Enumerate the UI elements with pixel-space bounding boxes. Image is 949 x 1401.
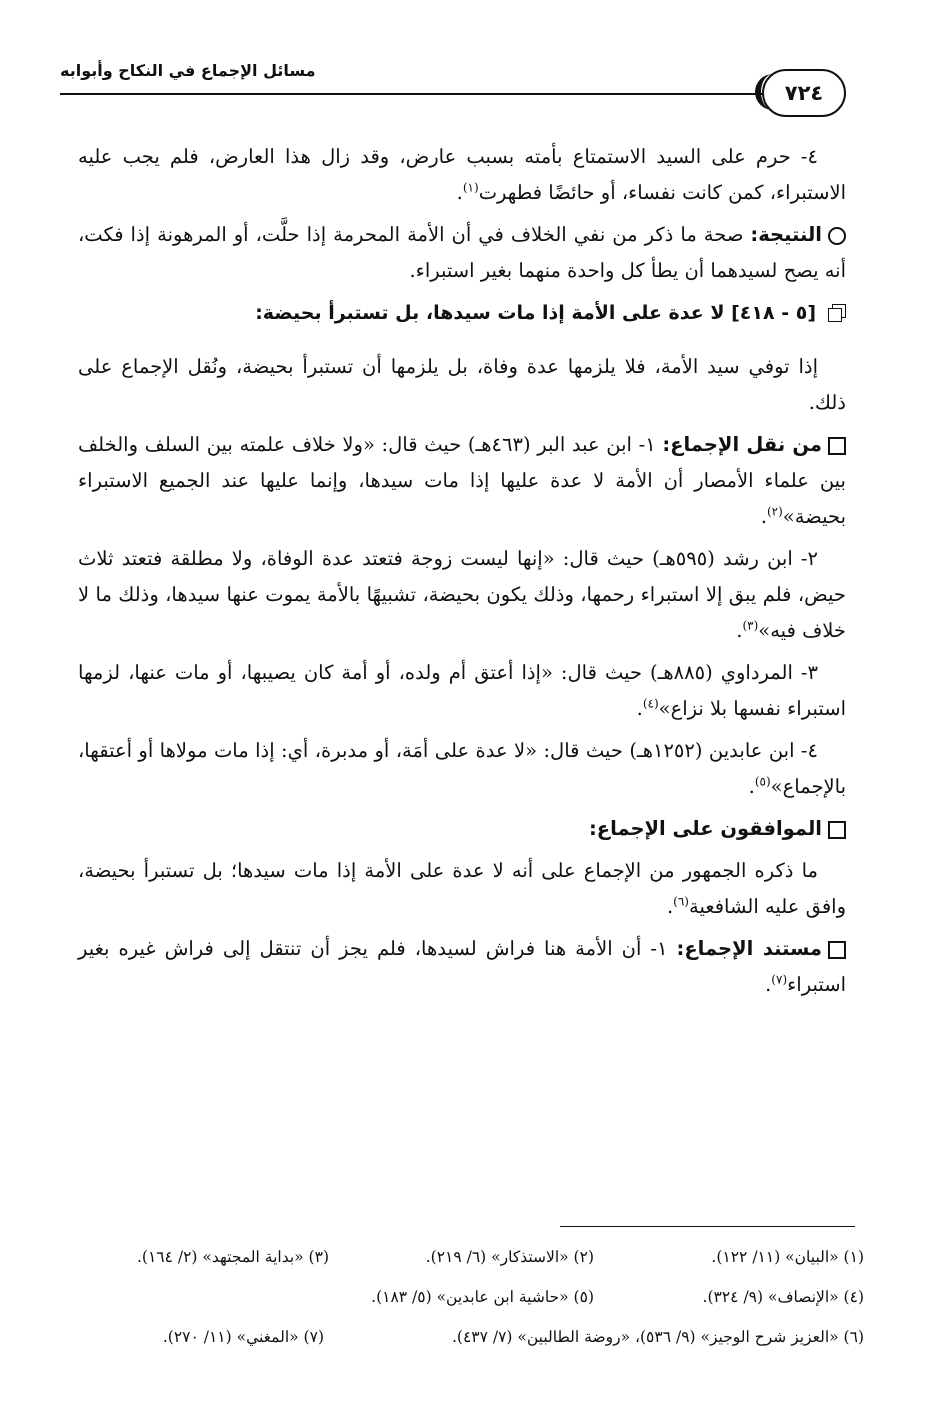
footnote-ref: (٤) — [642, 696, 659, 711]
transmitters-paragraph — [78, 427, 846, 535]
paragraph-text: ٢- ابن رشد (٥٩٥هـ) حيث قال: «إنها ليست زوجة فتعتد عدة الوفاة، ولا مطلقة فتعتد ثلاث حيض، فلم يبق إلا استبراء رحمها، وذلك يكون بحيضة، تشبيهًا بالأمة يموت عنها سيدها، وذلك ما لا خلاف فيه» — [78, 547, 846, 642]
paragraph-text: ١- أن الأمة هنا فراش لسيدها، فلم يجز أن تنتقل إلى فراش غيره بغير استبراء — [78, 937, 846, 996]
footnote-ref: (١) — [462, 180, 479, 195]
period: . — [760, 505, 767, 528]
footnote-3: (٣) «بداية المجتهد» (٢/ ١٦٤). — [136, 1248, 329, 1266]
paragraph-text: إذا توفي سيد الأمة، فلا يلزمها عدة وفاة، بل يلزمها أن تستبرأ بحيضة، ونُقل الإجماع على ذلك. — [78, 355, 846, 414]
footnote-6: (٦) «العزيز شرح الوجيز» (٩/ ٥٣٦)، «روضة الطالبين» (٧/ ٤٣٧). — [451, 1328, 864, 1346]
footnote-rule — [560, 1226, 855, 1227]
footnote-2: (٢) «الاستذكار» (٦/ ٢١٩). — [425, 1248, 594, 1266]
agreeing-heading — [78, 811, 846, 847]
footnote-4: (٤) «الإنصاف» (٩/ ٣٢٤). — [702, 1288, 864, 1306]
section-heading-text: [٥ - ٤١٨] لا عدة على الأمة إذا مات سيدها، بل تستبرأ بحيضة: — [255, 302, 816, 324]
square-bullet-icon — [828, 941, 846, 959]
paragraph — [78, 139, 846, 211]
period: . — [748, 775, 755, 798]
page-number: ٧٢٤ — [762, 69, 846, 117]
square-bullet-icon — [828, 437, 846, 455]
paragraph — [78, 655, 846, 727]
circle-bullet-icon — [828, 227, 846, 245]
footnote-ref: (٦) — [673, 894, 689, 909]
paragraph-text: ١- ابن عبد البر (٤٦٣هـ) حيث قال: «ولا خلاف علمته بين السلف والخلف بين علماء الأمصار أن الأمة لا عدة عليها إذا مات سيدها، وإنما عليها عند الجميع الاستبراء بحيضة» — [78, 433, 846, 528]
copy-icon — [826, 304, 846, 324]
paragraph — [78, 349, 846, 421]
result-paragraph — [78, 217, 846, 289]
footnote-ref: (٢) — [766, 504, 783, 519]
period: . — [456, 181, 463, 204]
paragraph — [78, 733, 846, 805]
running-header-title: مسائل الإجماع في النكاح وأبوابه — [60, 61, 316, 80]
main-text — [78, 139, 846, 1101]
section-heading — [78, 297, 846, 329]
basis-paragraph — [78, 931, 846, 1003]
footnote-5: (٥) «حاشية ابن عابدين» (٥/ ١٨٣). — [371, 1288, 594, 1306]
period: . — [765, 973, 772, 996]
period: . — [736, 619, 743, 642]
period: . — [666, 895, 674, 918]
paragraph-text: صحة ما ذكر من نفي الخلاف في أن الأمة المحرمة إذا حلَّت، أو المرهونة إذا فكت، أنه يصح لسيدهما أن يطأ كل واحدة منهما بغير استبراء. — [78, 223, 846, 282]
header-rule — [60, 93, 765, 95]
paragraph-text: ٣- المرداوي (٨٨٥هـ) حيث قال: «إذا أعتق أم ولده، أو أمة كان يصيبها، أو مات عنها، لزمها استبراء نفسها بلا نزاع» — [78, 661, 846, 720]
result-label: النتيجة: — [750, 223, 822, 246]
footnote-ref: (٣) — [742, 618, 759, 633]
footnote-1: (١) «البيان» (١١/ ١٢٢). — [711, 1248, 864, 1266]
agreeing-label: الموافقون على الإجماع: — [588, 817, 822, 840]
paragraph — [78, 853, 846, 925]
paragraph-text: ما ذكره الجمهور من الإجماع على أنه لا عدة على الأمة إذا مات سيدها؛ بل تستبرأ بحيضة، وافق عليه الشافعية — [78, 859, 846, 918]
basis-label: مستند الإجماع: — [676, 937, 822, 960]
transmitters-label: من نقل الإجماع: — [662, 433, 822, 456]
footnote-ref: (٥) — [754, 774, 771, 789]
footnote-7: (٧) «المغني» (١١/ ٢٧٠). — [162, 1328, 324, 1346]
footnote-ref: (٧) — [771, 972, 788, 987]
paragraph-text: ٤- ابن عابدين (١٢٥٢هـ) حيث قال: «لا عدة على أمَة، أو مدبرة، أي: إذا مات مولاها أو أعتقها، بالإجماع» — [78, 739, 846, 798]
paragraph-text: ٤- حرم على السيد الاستمتاع بأمته بسبب عارض، وقد زال هذا العارض، فلم يجب عليه الاستبراء، كمن كانت نفساء، أو حائضًا فطهرت — [78, 145, 846, 204]
period: . — [636, 697, 643, 720]
paragraph — [78, 541, 846, 649]
square-bullet-icon — [828, 821, 846, 839]
